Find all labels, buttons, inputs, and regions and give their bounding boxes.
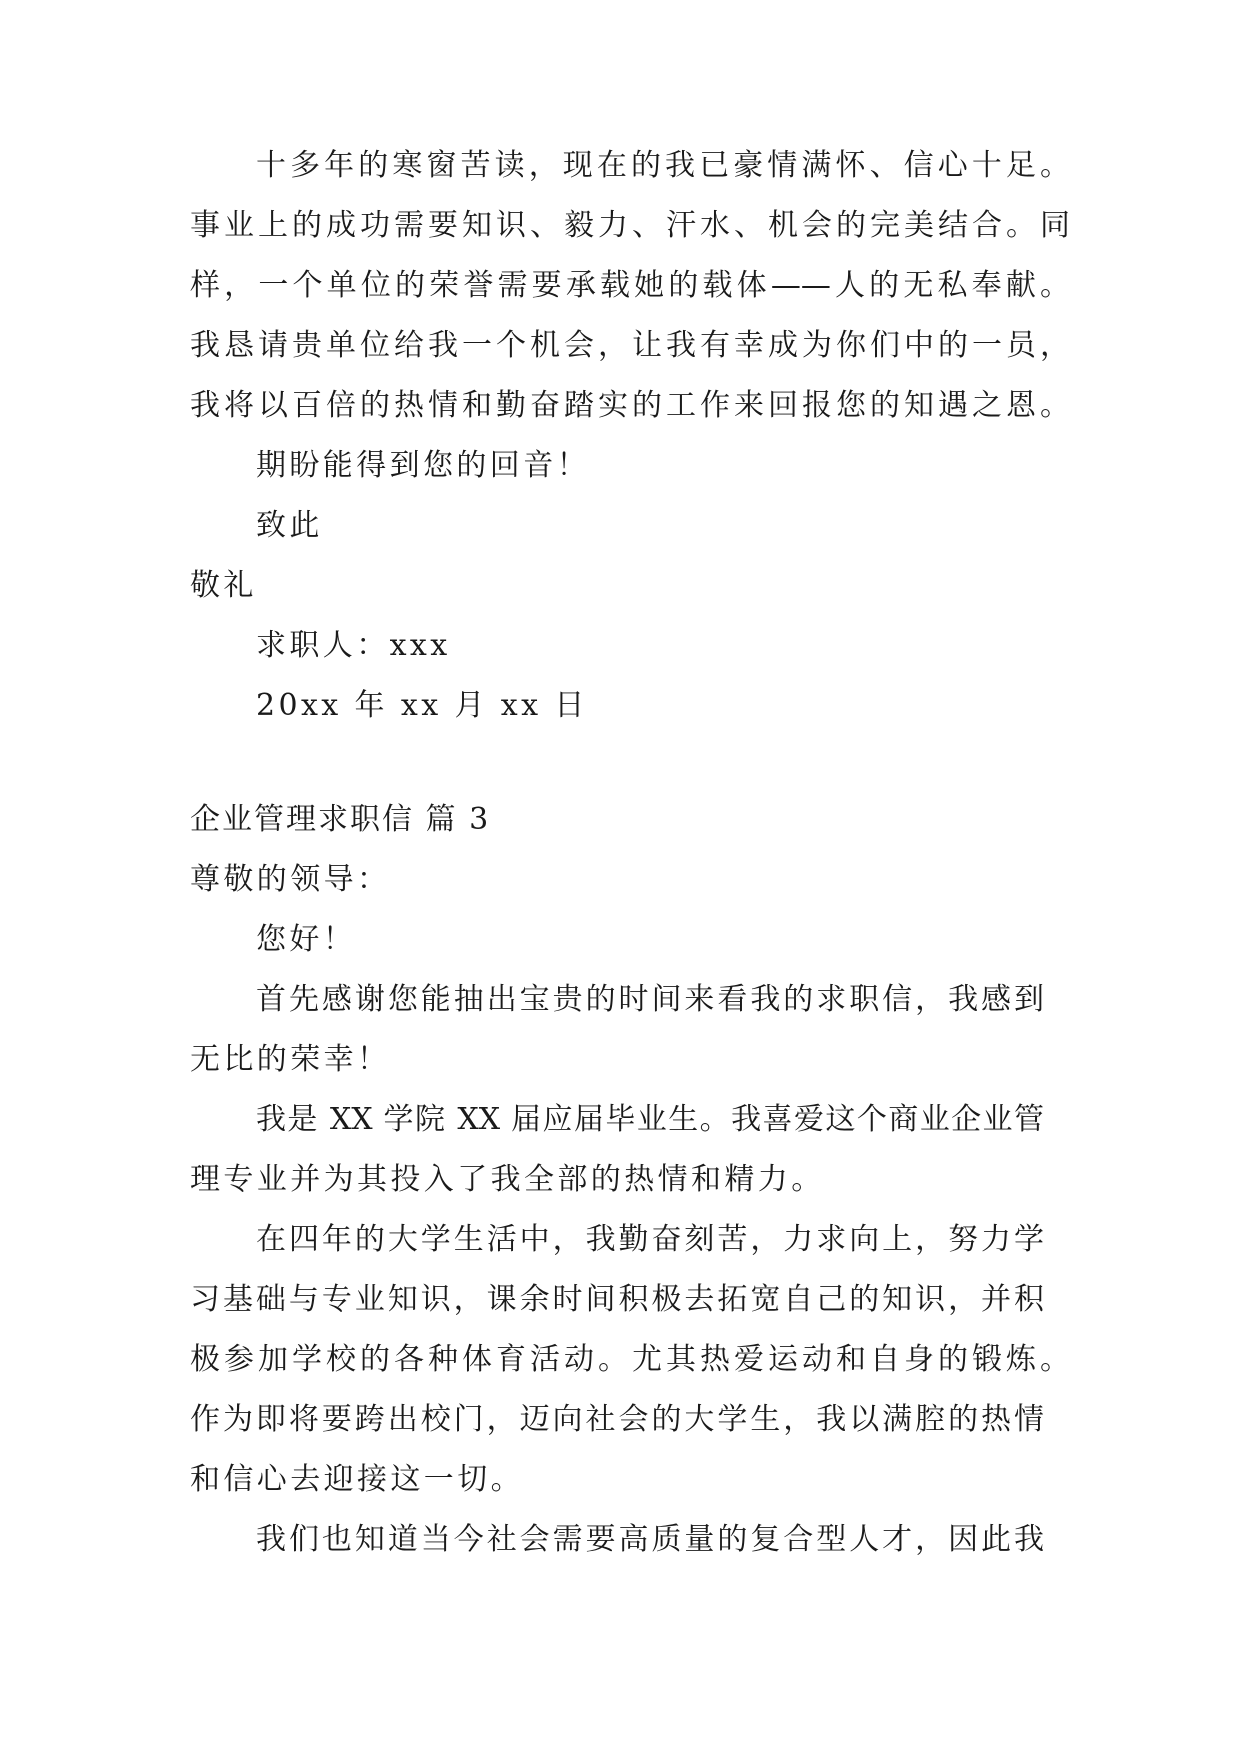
closing-line: 期盼能得到您的回音！ bbox=[256, 448, 590, 483]
applicant-signature: 求职人：xxx bbox=[256, 628, 451, 663]
paragraph-line: 在四年的大学生活中，我勤奋刻苦，力求向上，努力学 bbox=[256, 1222, 1044, 1257]
paragraph-line: 和信心去迎接这一切。 bbox=[190, 1462, 524, 1497]
greeting: 您好！ bbox=[256, 922, 357, 957]
section-title: 企业管理求职信 篇 3 bbox=[190, 802, 491, 837]
salutation: 尊敬的领导： bbox=[190, 862, 391, 897]
paragraph-line: 理专业并为其投入了我全部的热情和精力。 bbox=[190, 1162, 825, 1197]
zhici-line: 致此 bbox=[256, 508, 323, 543]
jingli-line: 敬礼 bbox=[190, 568, 257, 603]
paragraph-line: 我恳请贵单位给我一个机会，让我有幸成为你们中的一员， bbox=[190, 328, 1070, 363]
letter-date: 20xx 年 xx 月 xx 日 bbox=[256, 688, 588, 723]
paragraph-line: 我将以百倍的热情和勤奋踏实的工作来回报您的知遇之恩。 bbox=[190, 388, 1070, 423]
paragraph-line: 极参加学校的各种体育活动。尤其热爱运动和自身的锻炼。 bbox=[190, 1342, 1070, 1377]
paragraph-line: 首先感谢您能抽出宝贵的时间来看我的求职信，我感到 bbox=[256, 982, 1044, 1017]
paragraph-line: 十多年的寒窗苦读，现在的我已豪情满怀、信心十足。 bbox=[256, 148, 1070, 183]
paragraph-line: 事业上的成功需要知识、毅力、汗水、机会的完美结合。同 bbox=[190, 208, 1070, 243]
paragraph-line: 习基础与专业知识，课余时间积极去拓宽自己的知识，并积 bbox=[190, 1282, 1044, 1317]
paragraph-line: 我是 XX 学院 XX 届应届毕业生。我喜爱这个商业企业管 bbox=[256, 1102, 1044, 1137]
paragraph-line: 我们也知道当今社会需要高质量的复合型人才，因此我 bbox=[256, 1522, 1044, 1557]
paragraph-line: 作为即将要跨出校门，迈向社会的大学生，我以满腔的热情 bbox=[190, 1402, 1044, 1437]
paragraph-line: 样，一个单位的荣誉需要承载她的载体——人的无私奉献。 bbox=[190, 268, 1070, 303]
paragraph-line: 无比的荣幸！ bbox=[190, 1042, 391, 1077]
